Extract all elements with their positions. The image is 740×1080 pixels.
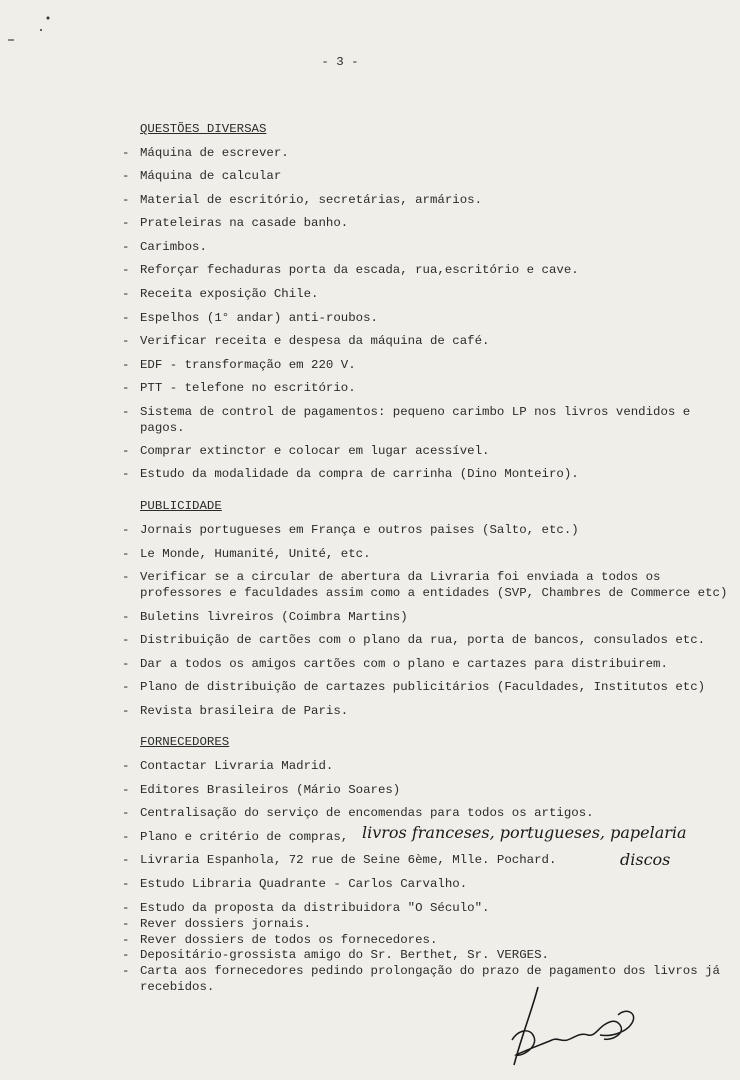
handwritten-signature xyxy=(500,985,650,1070)
section-title-fornecedores: FORNECEDORES xyxy=(140,735,230,749)
section-title-questoes: QUESTÕES DIVERSAS xyxy=(140,122,267,136)
handwritten-note: livros franceses, portugueses, papelaria xyxy=(362,823,687,842)
document-page: - 3 - QUESTÕES DIVERSAS - Máquina de escrever. - Máquina de calcular - Material de escritório, secretárias, armários. - Prateleiras na casade banho. - Carimbos. - Reforçar fechaduras porta da escada, rua,escritório e cave. - Receita exposição Chile. - Espelhos (1° andar) anti-roubos. - Verificar receita e despesa da máquina de café. - EDF - transformação em 220 V. - PTT - telefone no escritório. - Sistema de control de pagamentos: pequeno carimbo LP nos livros vendidos e pagos. - Comprar extinctor e colocar em lugar acessível. - Estudo da modalidade da compra de carrinha (Dino Monteiro). PUBLICIDADE - Jornais portugueses em França e outros paises (Salto, etc.) - Le Monde, Humanité, Unité, etc. - Verificar se a circular de abertura da Livraria foi enviada a todos os professores e faculdades assim como a entidades (SVP, Chambres de Commerce etc) - Buletins livreiros (Coimbra Martins) - Distribuição de cartões com o plano da rua, porta de bancos, consulados etc. - Dar a todos os amigos cartões com o plano e cartazes para distribuirem. - Plano de distribuição de cartazes publicitários (Faculdades, Institutos etc) - Revista brasileira de Paris. FORNECEDORES - Contactar Livraria Madrid. - Editores Brasileiros (Mário Soares) - Centralisação do serviço de encomendas para todos os artigos. - Plano e critério de compras, livros franceses, portugueses, papelaria - Livraria Espanhola, 72 rue de Seine 6ème, Mlle. Pochard. discos - Estudo Libraria Quadrante - Carlos Carvalho. - Estudo da proposta da distribuidora "O Século". - Rever dossiers jornais. - Rever dossiers de todos os fornecedores. - Depositário-grossista amigo do Sr. Berthet, Sr. VERGES. - Carta aos fornecedores pedindo prolongação do prazo de pagamento dos livros já recebidos. xyxy=(0,0,740,1080)
page-number: - 3 - xyxy=(321,55,359,69)
section-title-publicidade: PUBLICIDADE xyxy=(140,499,222,513)
handwritten-note: discos xyxy=(620,850,671,869)
stray-ink-marks xyxy=(6,8,66,48)
